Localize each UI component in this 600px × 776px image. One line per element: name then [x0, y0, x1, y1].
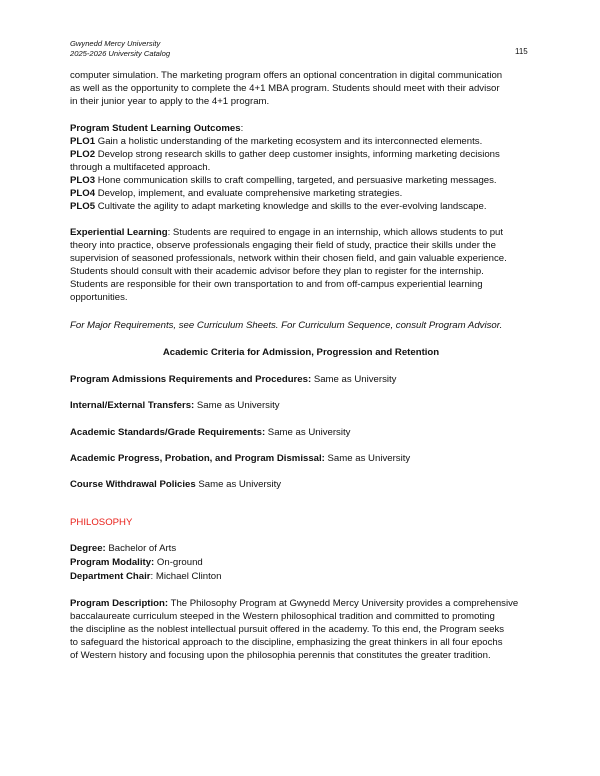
plo-label: PLO4 [70, 188, 96, 199]
criteria-item [70, 399, 540, 412]
text-line: opportunities. [70, 292, 128, 303]
plo-text: through a multifaceted approach. [70, 162, 211, 173]
degree-label: Degree: [70, 543, 106, 554]
text-line: the discipline as the noblest intellectual pursuit offered in the academy. To this end, the Program seeks [70, 624, 505, 635]
header-catalog: 2025-2026 University Catalog [70, 48, 171, 58]
major-requirements-note: For Major Requirements, see Curriculum Sheets. For Curriculum Sequence, consult Program Advisor. [70, 320, 503, 331]
text-line: supervision of seasoned professionals, network within their chosen field, and gain valuable experience. [70, 253, 507, 264]
plo-label: PLO2 [70, 149, 96, 160]
text-line: The Philosophy Program at Gwynedd Mercy University provides a comprehensive [168, 598, 519, 609]
criteria-label: Course Withdrawal Policies [70, 479, 196, 490]
modality-value: On-ground [154, 557, 203, 568]
text-line: computer simulation. The marketing program offers an optional concentration in digital communication [70, 70, 503, 81]
text-line: of Western history and focusing upon the philosophia perennis that constitutes the greater tradition. [70, 650, 491, 661]
page-header [70, 39, 540, 58]
text-line: as well as the opportunity to complete the 4+1 MBA program. Students should meet with their advisor [70, 83, 500, 94]
plo-text: Gain a holistic understanding of the marketing ecosystem and its interconnected elements. [97, 136, 483, 147]
criteria-value: Same as University [324, 453, 411, 464]
degree-value: Bachelor of Arts [105, 543, 177, 554]
philosophy-details [70, 542, 540, 583]
plo-text: Develop strong research skills to gather deep customer insights, informing marketing decisions [97, 149, 500, 160]
chair-value: : Michael Clinton [150, 571, 222, 582]
text-line: : Students are required to engage in an internship, which allows students to put [167, 227, 504, 238]
text-line: theory into practice, observe professionals engaging their field of study, practice their skills under the [70, 240, 496, 251]
text-line: baccalaureate curriculum steeped in the Western philosophical tradition and committed to promoting [70, 611, 495, 622]
criteria-label: Academic Standards/Grade Requirements: [70, 427, 266, 438]
header-university: Gwynedd Mercy University [70, 39, 161, 48]
criteria-item [70, 373, 540, 386]
text-line: in their junior year to apply to the 4+1 program. [70, 96, 270, 107]
experiential-label: Experiential Learning [70, 227, 168, 238]
modality-label: Program Modality: [70, 557, 155, 568]
criteria-label: Program Admissions Requirements and Procedures: [70, 374, 312, 385]
criteria-label: Internal/External Transfers: [70, 400, 195, 411]
criteria-value: Same as University [195, 479, 282, 490]
criteria-label: Academic Progress, Probation, and Program Dismissal: [70, 453, 325, 464]
philosophy-heading: PHILOSOPHY [70, 517, 133, 528]
program-description [70, 597, 540, 662]
page-number: 115 [515, 47, 528, 56]
intro-paragraph [70, 69, 540, 108]
plo-label: PLO5 [70, 201, 96, 212]
text-line: Students should consult with their academic advisor before they plan to register for the internship. [70, 266, 484, 277]
plo-text: Hone communication skills to craft compelling, targeted, and persuasive marketing messages. [97, 175, 497, 186]
text-line: Students are responsible for their own transportation to and from off-campus experiential learning [70, 279, 483, 290]
plo-title: Program Student Learning Outcomes [70, 123, 241, 134]
criteria-heading: Academic Criteria for Admission, Progression and Retention [162, 347, 440, 358]
chair-label: Department Chair [70, 571, 151, 582]
criteria-item [70, 452, 540, 465]
text-line: to safeguard the historical approach to the discipline, emphasizing the great thinkers in all four epochs [70, 637, 503, 648]
description-label: Program Description: [70, 598, 169, 609]
plo-section [70, 122, 540, 213]
plo-text: Cultivate the agility to adapt marketing knowledge and skills to the ever-evolving landscape. [97, 201, 487, 212]
criteria-item [70, 478, 540, 491]
criteria-item [70, 426, 540, 439]
criteria-value: Same as University [265, 427, 351, 438]
plo-label: PLO3 [70, 175, 96, 186]
plo-text: Develop, implement, and evaluate comprehensive marketing strategies. [97, 188, 403, 199]
criteria-value: Same as University [194, 400, 280, 411]
criteria-value: Same as University [311, 374, 397, 385]
experiential-section [70, 226, 540, 304]
plo-label: PLO1 [70, 136, 96, 147]
colon: : [240, 123, 244, 134]
